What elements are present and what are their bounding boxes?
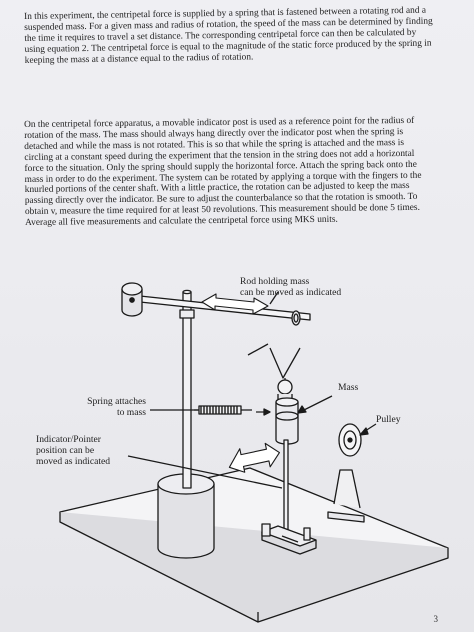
pulley-wheel (339, 424, 361, 456)
mass-hanger (248, 344, 300, 394)
label-mass: Mass (338, 382, 359, 393)
paragraph-1-text: In this experiment, the centripetal force is supplied by a spring that is fastened between a rotating rod and a suspended mass. For a given mass and radius of rotation, the speed of the mass can be determined by finding the time it requires to travel a set distance. The corresponding centripetal force can then be calculated by using equation 2. The centripetal force is equal to the magnitude of the static force produced by the spring in keeping the mass at a distance equal to the radius of rotation. (24, 5, 433, 66)
indicator-post (284, 440, 288, 536)
support-post (183, 290, 191, 488)
page-number: 3 (433, 614, 438, 624)
hanging-mass (276, 394, 298, 444)
spring (194, 406, 252, 414)
label-spring-attaches: Spring attaches to mass (87, 396, 146, 418)
label-pulley: Pulley (376, 414, 401, 425)
label-indicator-pointer: Indicator/Pointer position can be moved as indicated (36, 434, 111, 467)
label-rod-holding-mass: Rod holding mass can be moved as indicated (240, 276, 342, 298)
post-clamp (180, 310, 194, 318)
arm-collar (292, 311, 300, 325)
paragraph-2-text: On the centripetal force apparatus, a movable indicator post is used as a reference point for the radius of rotation of the mass. The mass should always hang directly over the indicator post when the spring is detached and while the mass is not rotated. This is so that while the spring is attached and the mass is circling at a constant speed during the experiment that the tension in the string does not add a horizontal force to the situation. Only the spring should supply the horizontal force. Attach the spring back onto the mass in order to do the experiment. The system can be rotated by applying a torque with the fingers to the knurled portions of the center shaft. With a little practice, the rotation can be adjusted to keep the mass passing directly over the indicator. Be sure to adjust the counterbalance so that the rotation is smooth. To obtain v, measure the time required for at least 50 revolutions. This measurement should be done 5 times. Average all five measurements and calculate the centripetal force using MKS units. (24, 115, 422, 229)
arm-knob (122, 283, 142, 316)
